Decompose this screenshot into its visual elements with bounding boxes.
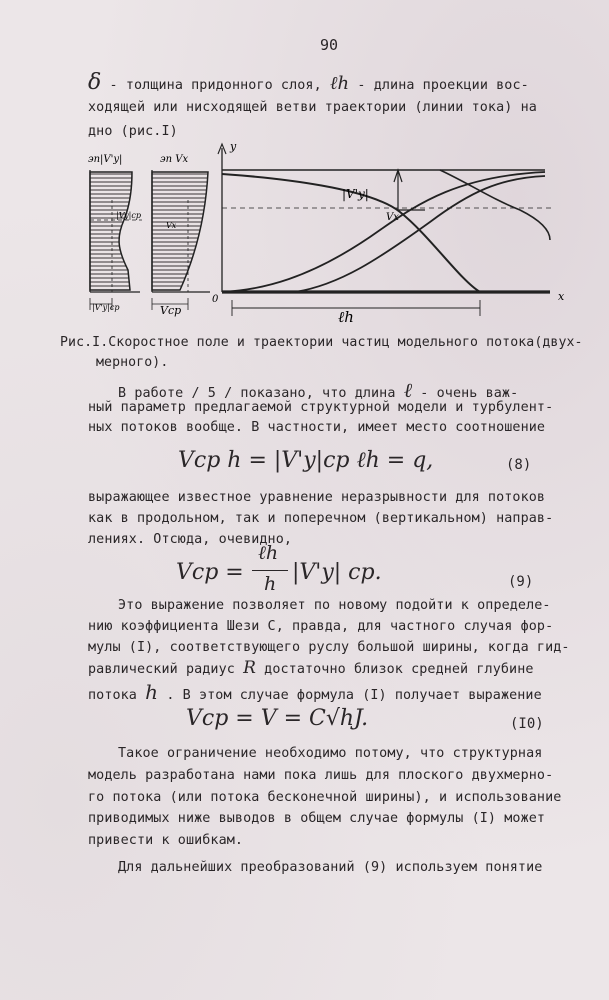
- symbol-lh: ℓh: [329, 73, 350, 94]
- x-axis-label: x: [558, 290, 565, 303]
- vx-profile-plot: [152, 170, 210, 310]
- para1-line3: дно (рис.I): [88, 124, 178, 139]
- vy-arrow-label: |V'y|: [342, 187, 369, 201]
- para3-line3: лениях. Отсюда, очевидно,: [88, 532, 293, 547]
- para5-line3: го потока (или потока бесконечной ширины), и использование: [88, 790, 562, 805]
- equation-9-numerator: ℓh: [258, 542, 279, 564]
- para4-line2: нию коэффициента Шези С, правда, для частного случая фор-: [88, 619, 554, 634]
- para1-line1: δ - толщина придонного слоя, ℓh - длина проекции вос-: [88, 70, 529, 95]
- equation-9-denominator: h: [264, 573, 277, 595]
- equation-8: Vcp h = |V'y|cp ℓh = q,: [178, 448, 434, 473]
- para5-line4: приводимых ниже выводов в общем случае формулы (I) может: [88, 811, 546, 826]
- para4-line4: равлический радиус R достаточно близок средней глубине: [88, 658, 534, 678]
- para2-line2: ный параметр предлагаемой структурной модели и турбулент-: [88, 400, 554, 415]
- equation-9-number: (9): [508, 574, 534, 590]
- para3-line1: выражающее известное уравнение неразрывности для потоков: [88, 490, 546, 505]
- equation-9-fraction-bar: [252, 570, 288, 571]
- symbol-h: h: [145, 680, 159, 704]
- para2-line3: ных потоков вообще. В частности, имеет место соотношение: [88, 420, 546, 435]
- para4-line5: потока h . В этом случае формула (I) получает выражение: [88, 680, 542, 704]
- symbol-delta: δ: [88, 70, 102, 95]
- equation-10-number: (I0): [510, 716, 544, 732]
- figure-velocity-field: [80, 140, 580, 325]
- figure-caption-line2: мерного).: [96, 355, 169, 370]
- equation-9-lhs: Vcp =: [176, 560, 244, 585]
- figure-caption-line1: Рис.I.Скоростное поле и траектории частиц модельного потока(двух-: [60, 335, 583, 350]
- para5-line5: привести к ошибкам.: [88, 833, 244, 848]
- equation-9-rhs: |V'y| cp.: [292, 560, 382, 585]
- para4-line3: мулы (I), соответствующего руслу большой ширины, когда гид-: [88, 640, 570, 655]
- origin-label: 0: [212, 294, 219, 305]
- lh-dimension-label: ℓh: [338, 308, 354, 325]
- para2-line1: В работе / 5 / показано, что длина ℓ - очень важ-: [118, 378, 519, 402]
- para5-line2: модель разработана нами пока лишь для плоского двухмерно-: [88, 768, 554, 783]
- page-number: 90: [320, 36, 339, 54]
- para5-line1: Такое ограничение необходимо потому, что структурная: [118, 746, 543, 761]
- vy-bottom-label: |V'y|cp: [92, 303, 120, 312]
- vy-profile-plot: [90, 170, 142, 310]
- vx-inner-label: Vx: [166, 221, 177, 230]
- para1-line2: ходящей или нисходящей ветви траектории (линии тока) на: [88, 100, 537, 115]
- symbol-l: ℓ: [403, 378, 413, 402]
- vy-mean-label: |Vy|cp: [116, 211, 141, 220]
- vx-bottom-label: Vcp: [160, 304, 182, 317]
- vy-profile-title: эп|V'y|: [88, 154, 123, 165]
- vx-arrow-label: Vx: [386, 212, 399, 223]
- y-axis-label: y: [230, 140, 237, 153]
- vx-profile-title: эп Vx: [160, 154, 189, 165]
- para3-line2: как в продольном, так и поперечном (вертикальном) направ-: [88, 511, 554, 526]
- equation-10: Vcp = V = C√hJ.: [186, 706, 369, 731]
- equation-8-number: (8): [506, 457, 532, 473]
- para4-line1: Это выражение позволяет по новому подойти к определе-: [118, 598, 551, 613]
- para6-line1: Для дальнейших преобразований (9) используем понятие: [118, 860, 543, 875]
- symbol-r: R: [243, 658, 256, 678]
- trajectory-plot: [218, 144, 555, 316]
